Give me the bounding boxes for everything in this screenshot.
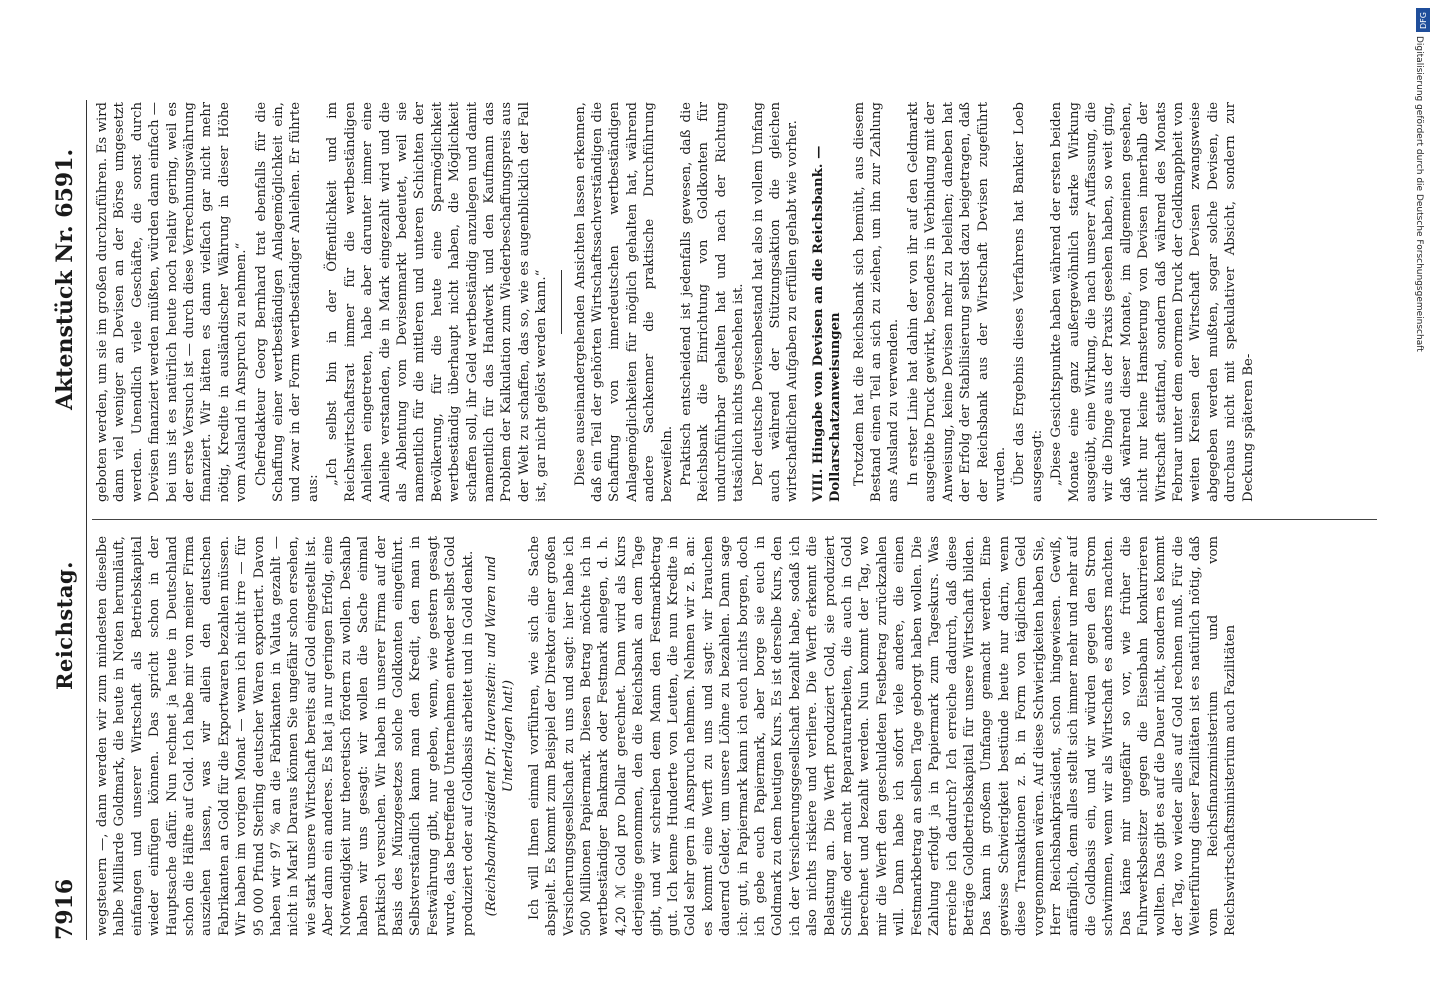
paragraph: geboten werden, um sie im großen durchzuführen. Es wird dann viel weniger an Devisen an der Börse umgesetzt werden. Unendlich viele Geschäfte, die sonst durch Devisen finanziert werden müßten, würden dann einfach — bei uns ist es natürlich heute noch relativ gering, weil es der erste Versuch ist — durch diese Verrechnungswährung finanziert. Wir hätten es dann vielfach gar nicht mehr nötig, Kredite in ausländischer Währung in dieser Höhe vom Ausland in Anspruch zu nehmen.“ xyxy=(95,102,250,502)
paragraph: Der deutsche Devisenbestand hat also in vollem Umfang auch während der Stützungsaktion die gleichen wirtschaftlichen Aufgaben zu erfüllen gehabt wie vorher. xyxy=(750,102,801,502)
paragraph: Trotzdem hat die Reichsbank sich bemüht, aus diesem Bestand einen Teil an sich zu ziehen, um ihn zur Zahlung ans Ausland zu verwenden. xyxy=(851,102,902,502)
document-number: Aktenstück Nr. 6591. xyxy=(52,148,78,410)
running-head: Reichstag. xyxy=(52,561,77,690)
quotation: „Diese Gesichtspunkte haben während der ersten beiden Monate eine ganz außergewöhnlich starke Wirkung ausgeübt, eine Wirkung, die nach unserer Auffassung, die wir die Dinge aus der Praxis gesehen haben, so weit ging, daß während dieser Monate, im allgemeinen gesehen, nicht nur keine Hamsterung von Devisen innerhalb der Wirtschaft stattfand, sondern daß während des Monats Februar unter dem enormen Druck der Geldknappheit von weiten Kreisen der Wirtschaft Devisen zwangsweise abgegeben werden mußten, sogar solche Devisen, die durchaus nicht mit spekulativer Absicht, sondern zur Deckung späteren Be- xyxy=(1049,102,1256,502)
page-header xyxy=(50,80,86,940)
dfg-logo: DFG xyxy=(1416,8,1430,32)
section-divider xyxy=(561,270,562,334)
paragraph: Diese auseinandergehenden Ansichten lassen erkennen, daß ein Teil der gehörten Wirtschaftssachverständigen die Schaffung von innerdeutschen wertbeständigen Anlagemöglichkeiten für möglich gehalten hat, während andere Sachkenner die praktische Durchführung bezweifeln. xyxy=(572,102,675,502)
section-heading: VIII. Hingabe von Devisen an die Reichsbank. — Dollarschatzanweisungen xyxy=(810,145,844,502)
interjection: (Reichsbankpräsident Dr. Havenstein: und Waren und Unterlagen hat!) xyxy=(483,555,517,917)
header-rule xyxy=(86,100,87,940)
column-divider xyxy=(92,519,1377,520)
left-column xyxy=(94,536,1374,936)
paragraph: wegsteuern —, dann werden wir zum mindesten dieselbe halbe Milliarde Goldmark, die heute in Noten herumläuft, einfangen und unserer Wirtschaft als Betriebskapital wieder einfügen können. Das spricht schon in der Hauptsache dafür. Nun rechnet ja heute in Deutschland schon die Hälfte auf Gold. Ich habe mir von meiner Firma ausziehen lassen, was wir allein den deutschen Fabrikanten an Gold für die Exportwaren bezahlen müssen. Wir haben im vorigen Monat — wenn ich nicht irre — für 95 000 Pfund Sterling deutscher Waren exportiert. Davon haben wir 97 % an die Fabrikanten in Valuta gezahlt — nicht in Mark! Daraus können Sie ungefähr schon ersehen, wie stark unsere Wirtschaft bereits auf Gold eingestellt ist. Aber dann ein anderes. Es hat ja nur geringen Erfolg, eine Notwendigkeit nur theoretisch fördern zu wollen. Deshalb haben wir uns gesagt: wir wollen die Sache einmal praktisch versuchen. Wir haben in unserer Firma auf der Basis des Münzgesetzes solche Goldkonten eingeführt. Selbstverständlich kann man den Kredit, den man in Festwährung gibt, nur geben, wenn, wie gestern gesagt wurde, das betreffende Unternehmen entweder selbst Gold produziert oder auf Goldbasis arbeitet und in Gold denkt. xyxy=(95,536,476,936)
page-number: 7916 xyxy=(52,878,78,940)
quotation: „Ich selbst bin in der Öffentlichkeit und im Reichswirtschaftsrat immer für die wertbeständigen Anleihen eingetreten, habe aber darunter immer eine Anleihe verstanden, die in Mark eingezahlt wird und die als Ablentung vom Devisenmarkt bedeutet, weil sie namentlich für die mittleren und unteren Schichten der Bevölkerung, für die heute eine Sparmöglichkeit wertbeständig überhaupt nicht haben, die Möglichkeit schaffen soll, ihr Geld wertbeständig anzulegen und damit namentlich für das Handwerk und den Kaufmann das Problem der Kalkulation zum Wiederbeschaffungspreis aus der Welt zu schaffen, das so, wie es augenblicklich der Fall ist, gar nicht gelöst werden kann.“ xyxy=(325,102,550,502)
document-page xyxy=(50,80,1385,960)
paragraph: In erster Linie hat dahin der von ihr auf den Geldmarkt ausgeübte Druck gewirkt, besonders in Verbindung mit der Anweisung, keine Devisen mehr zu beleihen; daneben hat der Erfolg der Stabilisierung selbst dazu beigetragen, daß der Reichsbank aus der Wirtschaft Devisen zugeführt wurden. xyxy=(905,102,1008,502)
paragraph: Ich will Ihnen einmal vorführen, wie sich die Sache abspielt. Es kommt zum Beispiel der Direktor einer großen Versicherungsgesellschaft zu uns und sagt: hier habe ich 500 Millionen Papiermark. Diesen Betrag möchte ich in wertbeständiger Bankmark oder Festmark anlegen, d. h. 4,20 ℳ Gold pro Dollar gerechnet. Dann wird als Kurs derjenige genommen, den die Reichsbank an dem Tage gibt, und wir schreiben dem Mann den Festmarkbetrag gut. Ich kenne Hunderte von Leuten, die nun Kredite in Gold sehr gern in Anspruch nehmen. Nehmen wir z. B. an: es kommt eine Werft zu uns und sagt: wir brauchen dauernd Gelder, um unsere Löhne zu bezahlen. Dann sage ich: gut, in Papiermark kann ich euch nichts borgen, doch ich gebe euch Papiermark, aber borge sie euch in Goldmark zu dem heutigen Kurs. Es ist derselbe Kurs, den ich der Versicherungsgesellschaft bezahlt habe, sodaß ich also nichts riskiere und verliere. Die Werft erkennt die Belastung an. Die Werft produziert Gold, sie produziert Schiffe oder macht Reparaturarbeiten, die auch in Gold berechnet und bezahlt werden. Nun kommt der Tag, wo mir die Werft den geschuldeten Festbetrag zurückzahlen will. Dann habe ich sofort viele andere, die einen Festmarkbetrag an selben Tage geborgt haben wollen. Die Zahlung erfolgt ja in Papiermark zum Tageskurs. Was erreiche ich dadurch? Ich erreiche dadurch, daß diese Beträge Goldbetriebskapital für unsere Wirtschaft bilden. Das kann in großem Umfange gemacht werden. Eine gewisse Schwierigkeit bestünde heute nur darin, wenn diese Transaktionen z. B. in Form von täglichem Geld vorgenommen wären. Auf diese Schwierigkeiten haben Sie, Herr Reichsbankpräsident, schon hingewiesen. Gewiß, anfänglich, denn alles stellt sich immer mehr und mehr auf die Goldbasis ein, und wir würden gegen den Strom schwimmen, wenn wir als Wirtschaft es anders machten. Das käme mir ungefähr so vor, wie früher die Fuhrwerksbesitzer gegen die Eisenbahn konkurrieren wollten. Das gibt es auf die Dauer nicht, sondern es kommt der Tag, wo wieder alles auf Gold rechnen muß. Für die Weiterführung dieser Fazilitäten ist es natürlich nötig, daß vom Reichsfinanzministerium und vom Reichswirtschaftsministerium auch Fazilitäten xyxy=(526,536,1238,936)
paragraph: Chefredakteur Georg Bernhard trat ebenfalls für die Schaffung einer wertbeständigen Anlagemöglichkeit ein, und zwar in der Form wertbeständiger Anleihen. Er führte aus: xyxy=(253,102,321,502)
right-column xyxy=(94,102,1374,502)
paragraph: Praktisch entscheidend ist jedenfalls gewesen, daß die Reichsbank die Einrichtung von Goldkonten für undurchführbar gehalten hat und nach der Richtung tatsächlich nichts geschehen ist. xyxy=(679,102,747,502)
paragraph: Über das Ergebnis dieses Verfahrens hat Bankier Loeb ausgesagt: xyxy=(1012,102,1045,502)
